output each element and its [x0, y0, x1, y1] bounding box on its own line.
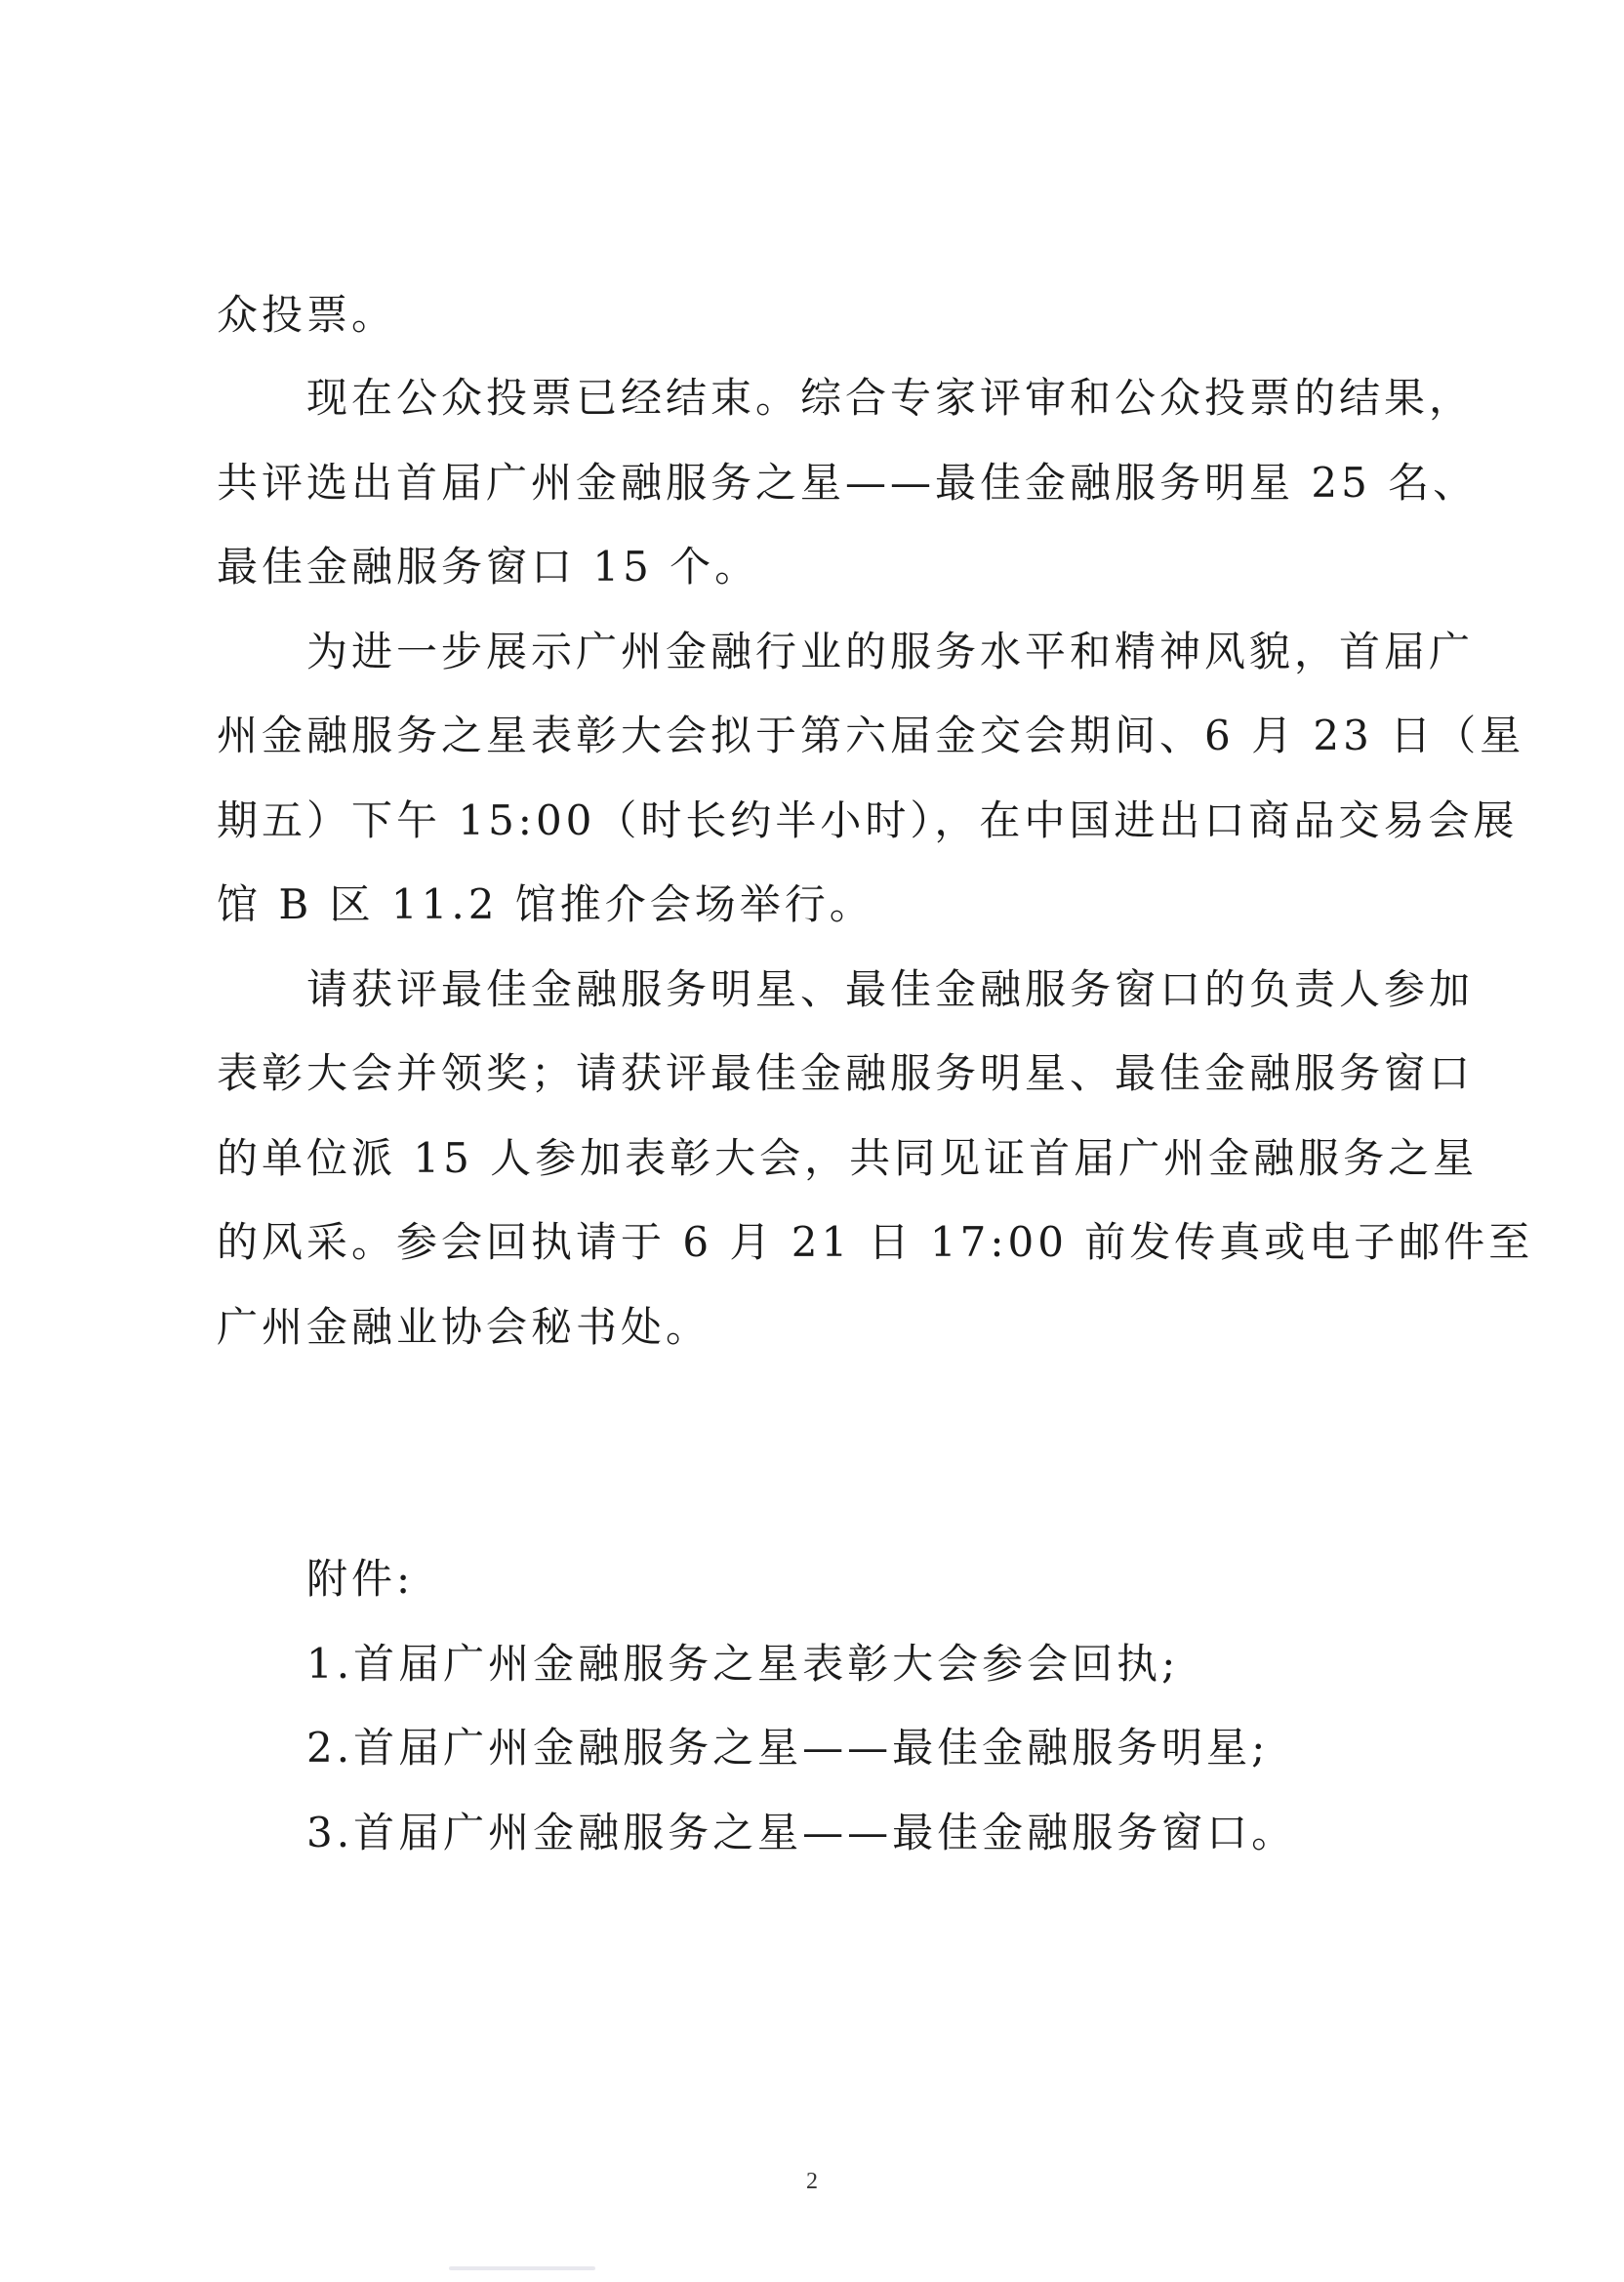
body-line: 最佳金融服务窗口 15 个。 — [217, 543, 760, 591]
body-line: 表彰大会并领奖；请获评最佳金融服务明星、最佳金融服务窗口 — [217, 1049, 1475, 1097]
body-line: 请获评最佳金融服务明星、最佳金融服务窗口的负责人参加 — [306, 965, 1475, 1013]
body-line: 现在公众投票已经结束。综合专家评审和公众投票的结果， — [306, 374, 1475, 422]
attachment-item: 1.首届广州金融服务之星表彰大会参会回执; — [306, 1640, 1180, 1688]
attachment-item: 2.首届广州金融服务之星——最佳金融服务明星; — [306, 1724, 1270, 1772]
body-line: 州金融服务之星表彰大会拟于第六届金交会期间、6 月 23 日（星 — [217, 712, 1525, 759]
scan-mark — [449, 2266, 595, 2270]
body-line: 的风采。参会回执请于 6 月 21 日 17:00 前发传真或电子邮件至 — [217, 1218, 1534, 1266]
attachments-heading: 附件: — [306, 1555, 415, 1603]
body-line: 期五）下午 15:00（时长约半小时），在中国进出口商品交易会展 — [217, 796, 1519, 844]
body-line: 共评选出首届广州金融服务之星——最佳金融服务明星 25 名、 — [217, 459, 1479, 507]
body-line: 的单位派 15 人参加表彰大会，共同见证首届广州金融服务之星 — [217, 1134, 1479, 1182]
body-line: 众投票。 — [217, 291, 397, 339]
body-line: 广州金融业协会秘书处。 — [217, 1303, 711, 1351]
attachment-item: 3.首届广州金融服务之星——最佳金融服务窗口。 — [306, 1809, 1297, 1856]
body-line: 为进一步展示广州金融行业的服务水平和精神风貌，首届广 — [306, 628, 1475, 675]
page-number: 2 — [806, 2169, 818, 2194]
body-line: 馆 B 区 11.2 馆推介会场举行。 — [217, 880, 874, 928]
